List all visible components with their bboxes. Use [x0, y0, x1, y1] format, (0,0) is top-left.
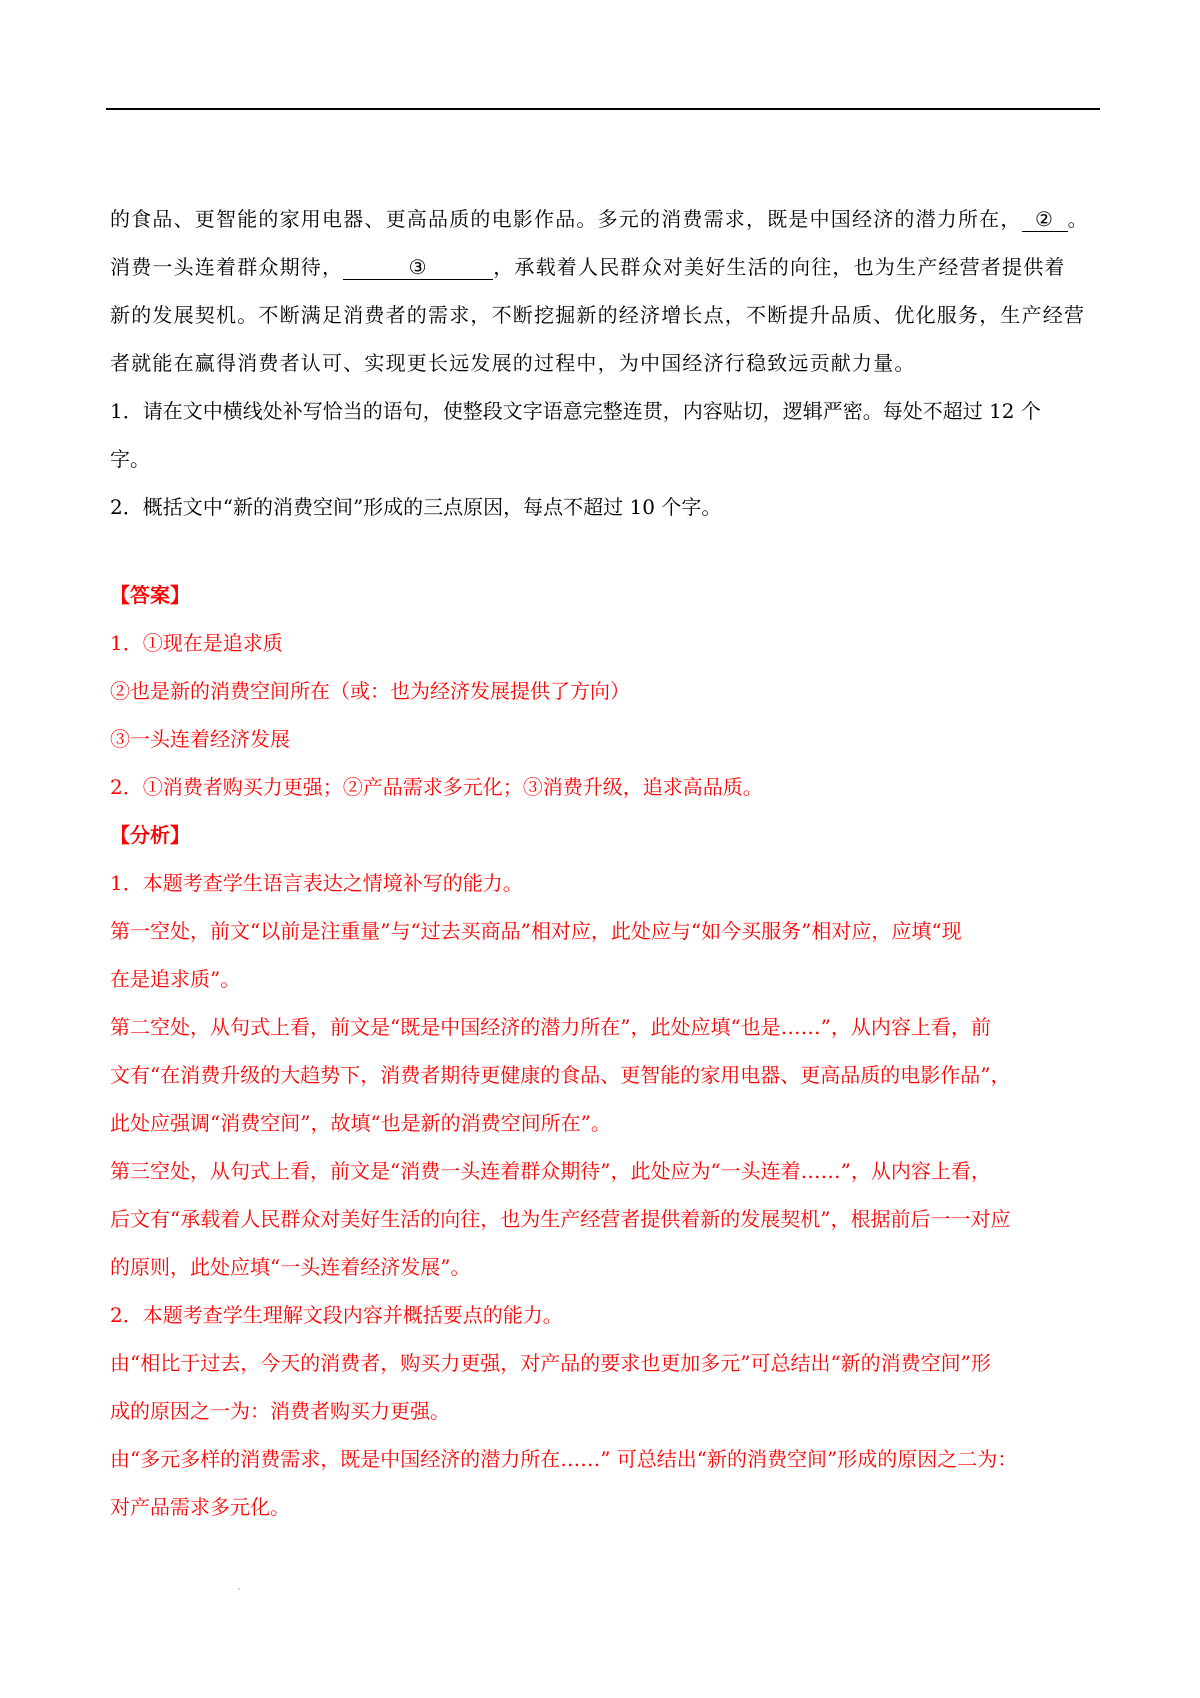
analysis-title: 【分析】 [110, 823, 190, 847]
passage-line-2-start: 消费一头连着群众期待， [110, 255, 344, 279]
scan-speck [238, 1588, 240, 1590]
analysis-line: 此处应强调“消费空间”，故填“也是新的消费空间所在”。 [110, 1111, 611, 1135]
passage-line-4: 者就能在赢得消费者认可、实现更长远发展的过程中，为中国经济行稳致远贡献力量。 [110, 351, 916, 375]
blank-2: ② [1022, 207, 1068, 232]
analysis-line: 对产品需求多元化。 [110, 1495, 290, 1519]
analysis-line: 在是追求质”。 [110, 967, 241, 991]
blank-3: ③ [343, 255, 493, 280]
passage-line-2 [110, 243, 1100, 291]
analysis-line: 第二空处，从句式上看，前文是“既是中国经济的潜力所在”，此处应填“也是……”，从内容上看，前 [110, 1015, 991, 1039]
analysis-line: 第一空处，前文“以前是注重量”与“过去买商品”相对应，此处应与“如今买服务”相对应，应填“现 [110, 919, 962, 943]
analysis-line: 后文有“承载着人民群众对美好生活的向往，也为生产经营者提供着新的发展契机”，根据前后一一对应 [110, 1207, 1011, 1231]
analysis-line: 的原则，此处应填“一头连着经济发展”。 [110, 1255, 471, 1279]
passage [110, 195, 1100, 387]
analysis-line: 第三空处，从句式上看，前文是“消费一头连着群众期待”，此处应为“一头连着……”，从内容上看， [110, 1159, 991, 1183]
section-gap [110, 531, 1100, 571]
question-1-line-1: 1．请在文中横线处补写恰当的语句，使整段文字语意完整连贯，内容贴切，逻辑严密。每处不超过 12 个 [110, 399, 1041, 423]
analysis-line: 1．本题考查学生语言表达之情境补写的能力。 [110, 871, 523, 895]
answer-1-line-1: 1．①现在是追求质 [110, 631, 283, 655]
analysis-line: 文有“在消费升级的大趋势下，消费者期待更健康的食品、更智能的家用电器、更高品质的电影作品”， [110, 1063, 1011, 1087]
document-body [110, 195, 1100, 1531]
answer-1-line-3: ③一头连着经济发展 [110, 727, 290, 751]
passage-line-1-end: 。 [1067, 207, 1089, 231]
answer-2: 2．①消费者购买力更强；②产品需求多元化；③消费升级，追求高品质。 [110, 775, 763, 799]
header-rule [106, 108, 1100, 110]
passage-line-2-end: ，承载着人民群众对美好生活的向往，也为生产经营者提供着 [493, 255, 1066, 279]
passage-line-1-text: 的食品、更智能的家用电器、更高品质的电影作品。多元的消费需求，既是中国经济的潜力所在， [110, 207, 1022, 231]
analysis-line: 成的原因之一为：消费者购买力更强。 [110, 1399, 450, 1423]
passage-line-1 [110, 195, 1100, 243]
questions [110, 387, 1100, 531]
analysis-line: 由“相比于过去，今天的消费者，购买力更强，对产品的要求也更加多元”可总结出“新的消费空间”形 [110, 1351, 991, 1375]
analysis-section [110, 811, 1100, 1531]
answer-title: 【答案】 [110, 583, 190, 607]
answer-section [110, 571, 1100, 811]
passage-line-3: 新的发展契机。不断满足消费者的需求，不断挖掘新的经济增长点，不断提升品质、优化服务，生产经营 [110, 303, 1086, 327]
question-1-line-2: 字。 [110, 447, 150, 471]
question-2: 2．概括文中“新的消费空间”形成的三点原因，每点不超过 10 个字。 [110, 495, 722, 519]
analysis-line: 2．本题考查学生理解文段内容并概括要点的能力。 [110, 1303, 563, 1327]
analysis-line: 由“多元多样的消费需求，既是中国经济的潜力所在……” 可总结出“新的消费空间”形成的原因之二为： [110, 1447, 1018, 1471]
answer-1-line-2: ②也是新的消费空间所在（或：也为经济发展提供了方向） [110, 679, 630, 703]
